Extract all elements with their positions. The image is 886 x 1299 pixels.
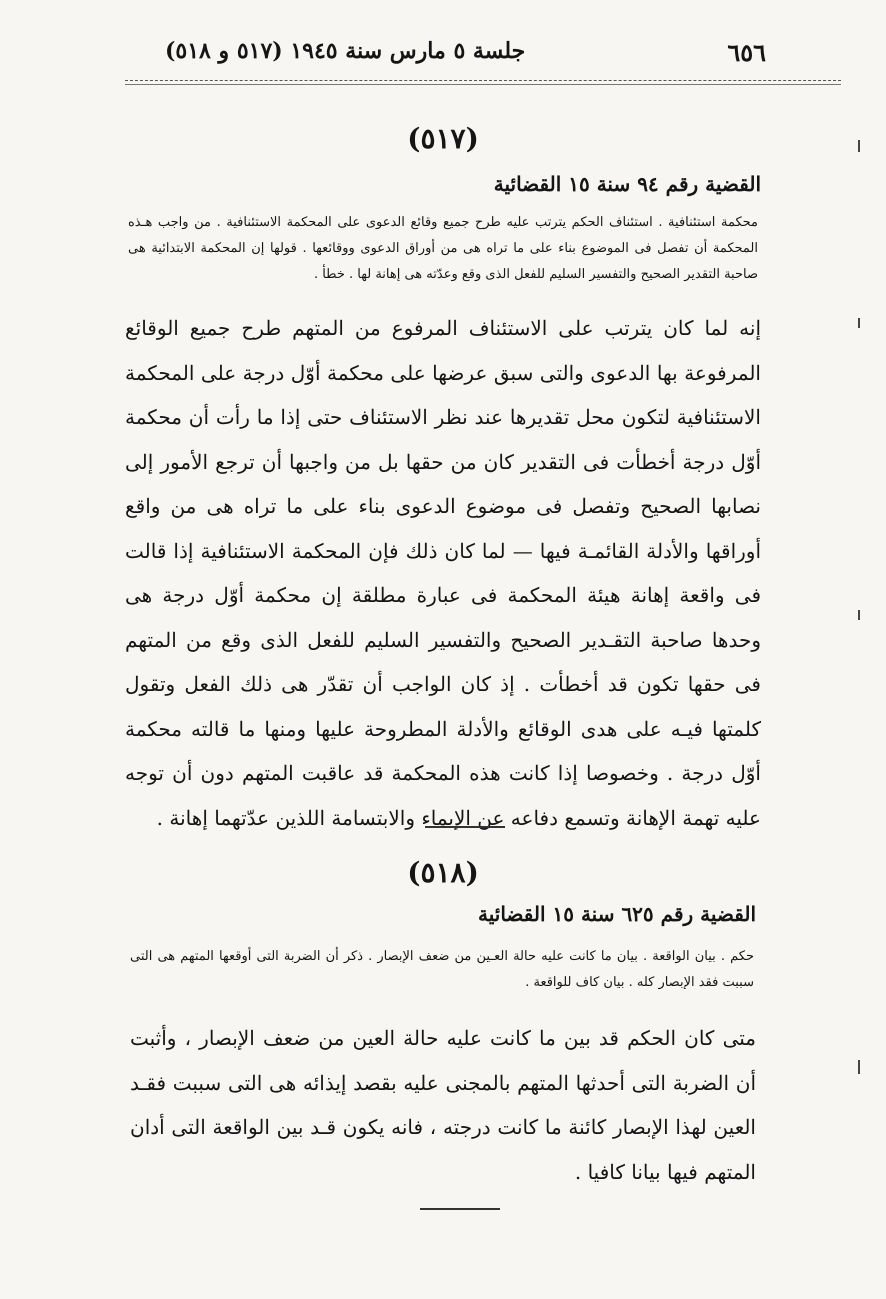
ruling-body: إنه لما كان يترتب على الاستئناف المرفوع من المتهم طرح جميع الوقائع المرفوعة بها الدعوى والتى سبق عرضها على محكمة أوّل درجة على المحكمة الاستئنافية لتكون محل تقديرها عند نظر الاستئناف حتى إذا ما رأت أن محكمة أوّل درجة أخطأت فى التقدير كان من حقها بل من واجبها أن ترجع الأمور إلى نصابها الصحيح وتفصل فى موضوع الدعوى بناء على ما تراه هى من واقع أوراقها والأدلة القائمـة فيها — لما كان ذلك فإن المحكمة الاستئنافية إذا قالت فى واقعة إهانة هيئة المحكمة فى عبارة مطلقة إن محكمة أوّل درجة هى وحدها صاحبة التقـدير الصحيح والتفسير السليم للفعل الذى وقع من المتهم فى حقها تكون قد أخطأت . إذ كان الواجب أن تقدّر هى ذلك الفعل وتقول كلمتها فيـه على هدى الوقائع والأدلة المطروحة عليها ومنها ما قالته محكمة أوّل درجة . وخصوصا إذا كانت هذه المحكمة قد عاقبت المتهم دون أن توجه عليه تهمة الإهانة وتسمع دفاعه عن الإيماء والابتسامة اللذين عدّتهما إهانة . [125,316,762,830]
margin-mark [858,1060,860,1074]
ruling-number: (٥١٧) [407,122,479,155]
section-divider [425,826,505,828]
margin-mark [858,318,860,328]
header-rule [125,80,841,81]
running-title: جلسة ٥ مارس سنة ١٩٤٥ (٥١٧ و ٥١٨) [165,38,526,64]
page-header [125,38,766,78]
ruling-summary: محكمة استئنافية . استئناف الحكم يترتب عليه طرح جميع وقائع الدعوى على المحكمة الاستئنافية . من واجب هـذه المحكمة أن تفصل فى الموضوع بناء على ما تراه هى من أوراق الدعوى ووقائعها . قولها إن المحكمة الابتدائية هى صاحبة التقدير الصحيح والتفسير السليم للفعل الذى وقع وعدّته هى إهانة لها . خطأ . [128,215,758,282]
case-title: القضية رقم ٩٤ سنة ١٥ القضائية [493,172,761,196]
case-title: القضية رقم ٦٢٥ سنة ١٥ القضائية [478,902,756,926]
ruling-summary: حكم . بيان الواقعة . بيان ما كانت عليه حالة العـين من ضعف الإبصار . ذكر أن الضربة التى أوقعها المتهم هى التى سببت فقد الإبصار كله . بيان كاف للواقعة . [130,949,754,990]
header-rule-secondary [125,84,841,85]
ruling-body: متى كان الحكم قد بين ما كانت عليه حالة العين من ضعف الإبصار ، وأثبت أن الضربة التى أحدثها المتهم بالمجنى عليه بقصد إيذائه هى التى سببت فقـد العين لهذا الإبصار كائنة ما كانت درجته ، فانه يكون قـد بين الواقعة التى أدان المتهم فيها بيانا كافيا . [130,1026,756,1184]
ruling-number: (٥١٨) [407,856,479,889]
margin-mark [858,610,860,620]
section-divider [420,1208,500,1210]
page-number: ٦٥٦ [727,38,766,67]
